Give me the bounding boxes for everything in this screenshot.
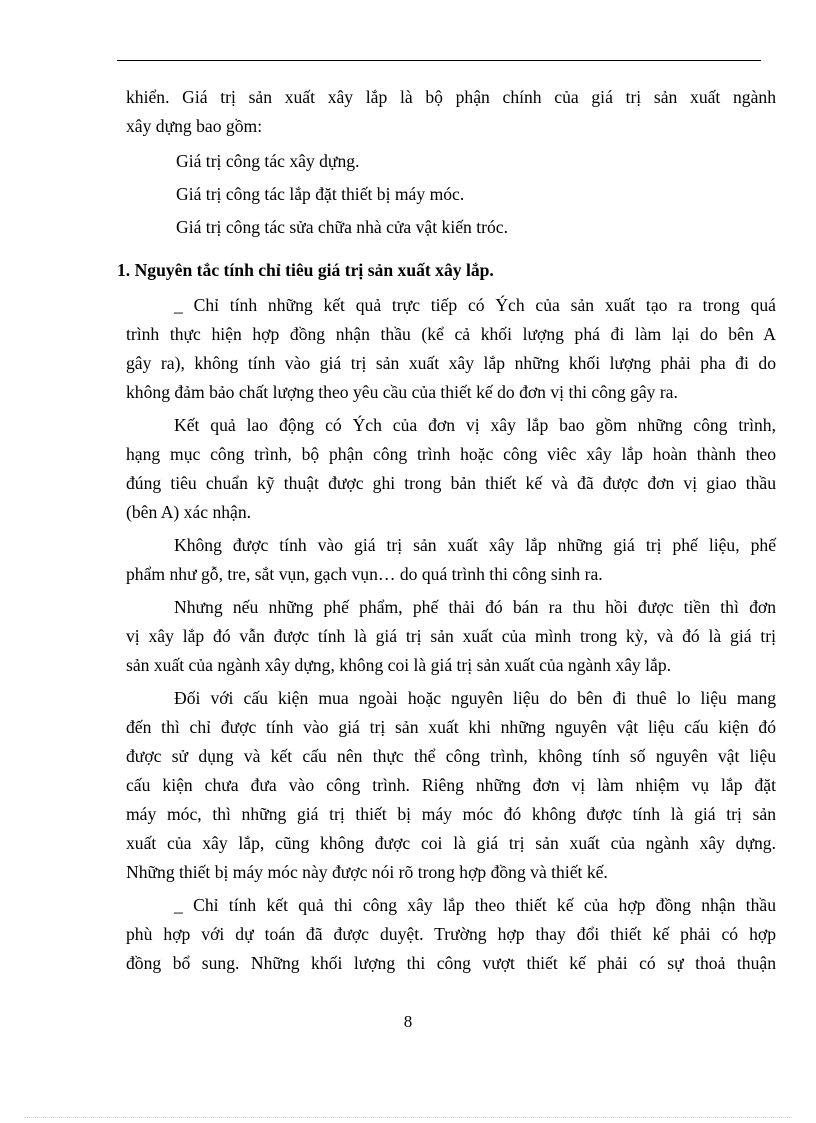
list-item: Giá trị công tác lắp đặt thiết bị máy móc. (176, 184, 465, 204)
paragraph (126, 891, 776, 978)
text-line: gây ra), không tính vào giá trị sản xuất xây lắp những khối lượng phải pha đi do (126, 353, 776, 373)
section-heading: 1. Nguyên tắc tính chỉ tiêu giá trị sản xuất xây lắp. (117, 260, 494, 280)
text-line: vị xây lắp đó vẫn được tính là giá trị sản xuất của mình trong kỳ, và đó là giá trị (126, 626, 776, 646)
page-body (117, 83, 776, 982)
header-rule (117, 60, 761, 61)
text-line: Nhưng nếu những phế phẩm, phế thải đó bán ra thu hồi được tiền thì đơn (174, 597, 776, 617)
paragraph (126, 531, 776, 589)
text-line: máy móc, thì những giá trị thiết bị máy móc đó không được tính là giá trị sản (126, 804, 776, 824)
text-line: Những thiết bị máy móc này được nói rõ trong hợp đồng và thiết kế. (126, 862, 608, 882)
page-edge-divider (24, 1117, 792, 1118)
text-line: (bên A) xác nhận. (126, 502, 252, 522)
text-line: hạng mục công trình, bộ phận công trình hoặc công viêc xây lắp hoàn thành theo (126, 444, 776, 464)
text-line: phù hợp với dự toán đã được duyệt. Trường hợp thay đổi thiết kế phải có hợp (126, 924, 776, 944)
text-line: khiển. Giá trị sản xuất xây lắp là bộ phận chính của giá trị sản xuất ngành (126, 87, 776, 107)
text-line: Đối với cấu kiện mua ngoài hoặc nguyên liệu do bên đi thuê lo liệu mang (174, 688, 776, 708)
text-line: được sử dụng và kết cấu nên thực thể công trình, không tính số nguyên vật liệu (126, 746, 776, 766)
text-line: sản xuất của ngành xây dựng, không coi là giá trị sản xuất của ngành xây lắp. (126, 655, 672, 675)
paragraph (126, 684, 776, 887)
text-line: trình thực hiện hợp đồng nhận thầu (kể cả khối lượng phá đi làm lại do bên A (126, 324, 776, 344)
paragraph (126, 411, 776, 527)
text-line: xuất của xây lắp, cũng không được coi là giá trị sản xuất của ngành xây dựng. (126, 833, 776, 853)
text-line: Không được tính vào giá trị sản xuất xây lắp những giá trị phế liệu, phế (174, 535, 776, 555)
text-line: _ Chỉ tính những kết quả trực tiếp có Ých của sản xuất tạo ra trong quá (174, 295, 776, 315)
text-line: không đảm bảo chất lượng theo yêu cầu của thiết kế do đơn vị thi công gây ra. (126, 382, 678, 402)
text-line: đúng tiêu chuẩn kỹ thuật được ghi trong bản thiết kế và đã được đơn vị giao thầu (126, 473, 776, 493)
paragraph (126, 291, 776, 407)
paragraph (126, 593, 776, 680)
text-line: cấu kiện chưa đưa vào công trình. Riêng những đơn vị làm nhiệm vụ lắp đặt (126, 775, 776, 795)
list-item: Giá trị công tác xây dựng. (176, 151, 360, 171)
list-item: Giá trị công tác sửa chữa nhà cửa vật kiến tróc. (176, 217, 508, 237)
page-number: 8 (403, 1012, 413, 1031)
text-line: xây dựng bao gồm: (126, 116, 263, 136)
text-line: đồng bổ sung. Những khối lượng thi công vượt thiết kế phải có sự thoả thuận (126, 953, 776, 973)
text-line: _ Chỉ tính kết quả thi công xây lắp theo thiết kế của hợp đồng nhận thầu (174, 895, 776, 915)
text-line: đến thì chỉ được tính vào giá trị sản xuất khi những nguyên vật liệu cấu kiện đó (126, 717, 776, 737)
text-line: phẩm như gỗ, tre, sắt vụn, gạch vụn… do quá trình thi công sinh ra. (126, 564, 603, 584)
text-line: Kết quả lao động có Ých của đơn vị xây lắp bao gồm những công trình, (174, 415, 776, 435)
